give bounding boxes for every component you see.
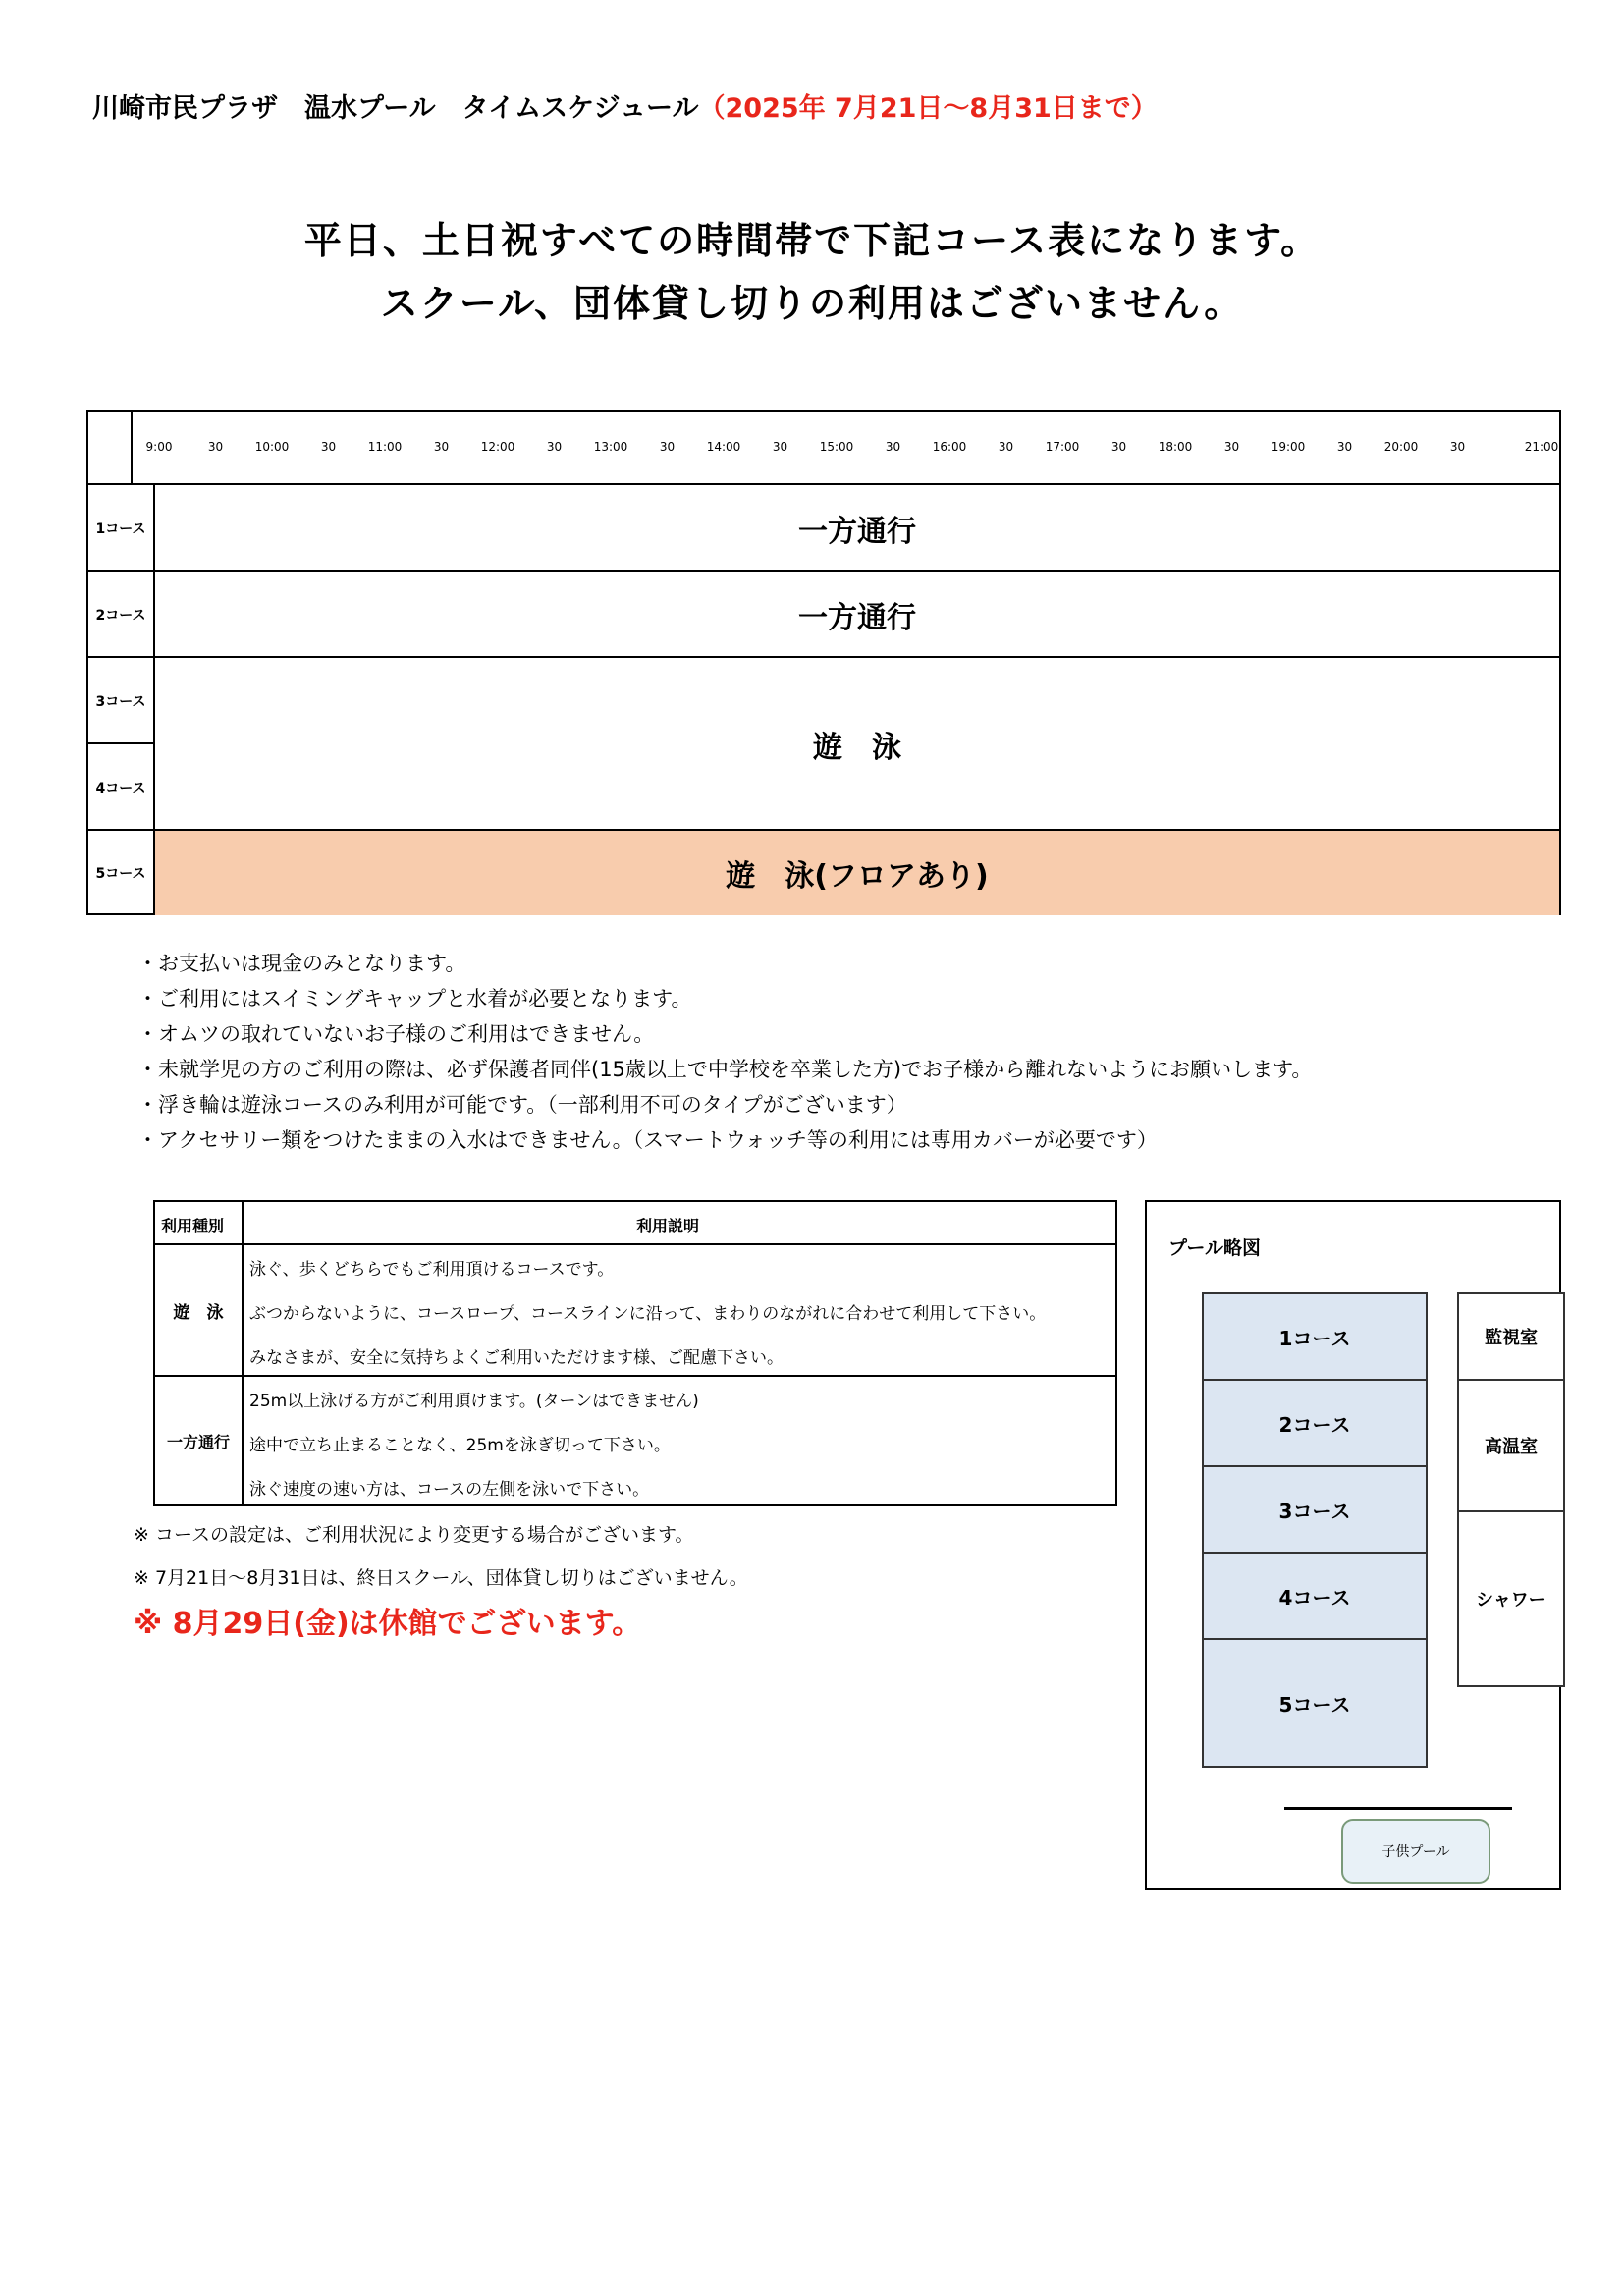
- time-tick: 20:00: [1383, 440, 1419, 454]
- time-tick: 30: [885, 440, 901, 454]
- map-lane-2: 2コース: [1202, 1379, 1428, 1467]
- usage-row-divider: [155, 1375, 1115, 1377]
- usage-column-divider: [242, 1202, 244, 1504]
- note-cap: ・ご利用にはスイミングキャップと水着が必要となります。: [137, 987, 692, 1011]
- lane5-mode: 遊 泳(フロアあり): [726, 859, 989, 894]
- usage-desc-line: 泳ぐ速度の速い方は、コースの左側を泳いで下さい。: [249, 1480, 650, 1500]
- lane2-mode: 一方通行: [798, 601, 916, 635]
- time-tick: 14:00: [706, 440, 741, 454]
- course-label-2: 2コース: [88, 572, 155, 658]
- time-tick: 30: [772, 440, 788, 454]
- time-tick: 30: [1223, 440, 1240, 454]
- usage-desc-line: 25m以上泳げる方がご利用頂けます。(ターンはできません): [249, 1392, 699, 1411]
- usage-desc-line: みなさまが、安全に気持ちよくご利用いただけます様、ご配慮下さい。: [249, 1348, 784, 1368]
- pool-map: [1145, 1200, 1561, 1890]
- time-tick: 13:00: [593, 440, 628, 454]
- footnote-course-change: ※ コースの設定は、ご利用状況により変更する場合がございます。: [134, 1524, 694, 1546]
- usage-header-row: [155, 1202, 1115, 1245]
- room-sauna: 高温室: [1457, 1379, 1565, 1512]
- time-tick: 11:00: [367, 440, 403, 454]
- time-tick: 30: [320, 440, 337, 454]
- usage-col-type: 利用種別: [161, 1217, 225, 1235]
- map-lane-4: 4コース: [1202, 1552, 1428, 1640]
- usage-type-free: 遊 泳: [173, 1303, 224, 1323]
- headline-2: スクール、団体貸し切りの利用はございません。: [380, 282, 1244, 325]
- time-tick: 30: [1449, 440, 1466, 454]
- course-label-4: 4コース: [88, 744, 155, 831]
- time-tick: 16:00: [932, 440, 967, 454]
- time-tick: 30: [546, 440, 563, 454]
- time-tick: 30: [998, 440, 1014, 454]
- map-lane-1: 1コース: [1202, 1292, 1428, 1381]
- time-header-corner: [88, 412, 133, 483]
- time-tick: 30: [659, 440, 676, 454]
- map-lane-5: 5コース: [1202, 1638, 1428, 1768]
- page-title: [92, 86, 1158, 125]
- time-tick: 21:00: [1524, 440, 1559, 454]
- closure-notice: ※ 8月29日(金)は休館でございます。: [134, 1607, 642, 1641]
- time-tick: 30: [433, 440, 450, 454]
- time-tick: 12:00: [480, 440, 515, 454]
- lane1-mode: 一方通行: [798, 515, 916, 549]
- time-tick: 15:00: [819, 440, 854, 454]
- time-header-row: [88, 412, 1559, 485]
- room-monitor: 監視室: [1457, 1292, 1565, 1381]
- room-shower: シャワー: [1457, 1510, 1565, 1687]
- kids-pool-divider: [1284, 1807, 1512, 1810]
- usage-col-desc: 利用説明: [636, 1217, 700, 1235]
- usage-type-oneway: 一方通行: [166, 1433, 230, 1451]
- headline-1: 平日、土日祝すべての時間帯で下記コース表になります。: [303, 219, 1321, 262]
- title-period: （2025年 7月21日～8月31日まで）: [698, 93, 1158, 124]
- note-payment: ・お支払いは現金のみとなります。: [137, 952, 466, 975]
- usage-desc-line: ぶつからないように、コースロープ、コースラインに沿って、まわりのながれに合わせて利用して下さい。: [249, 1304, 1047, 1324]
- note-float: ・浮き輪は遊泳コースのみ利用が可能です。（一部利用不可のタイプがございます）: [137, 1093, 907, 1117]
- pool-map-title: プール略図: [1168, 1237, 1262, 1259]
- time-tick: 30: [207, 440, 224, 454]
- time-tick: 10:00: [254, 440, 290, 454]
- time-tick: 30: [1336, 440, 1353, 454]
- map-lane-3: 3コース: [1202, 1465, 1428, 1554]
- usage-desc-line: 泳ぐ、歩くどちらでもご利用頂けるコースです。: [249, 1260, 615, 1280]
- row-divider: [88, 742, 155, 744]
- time-tick: 18:00: [1158, 440, 1193, 454]
- usage-table: [153, 1200, 1117, 1506]
- note-accessory: ・アクセサリー類をつけたままの入水はできません。（スマートウォッチ等の利用には専用カバーが必要です）: [137, 1128, 1158, 1152]
- lane34-mode: 遊 泳: [813, 731, 901, 765]
- time-tick: 30: [1110, 440, 1127, 454]
- kids-pool: 子供プール: [1341, 1819, 1490, 1884]
- schedule-table: [86, 410, 1561, 915]
- time-tick: 19:00: [1271, 440, 1306, 454]
- time-tick: 9:00: [145, 440, 173, 454]
- usage-desc-line: 途中で立ち止まることなく、25mを泳ぎ切って下さい。: [249, 1436, 671, 1455]
- course-label-3: 3コース: [88, 658, 155, 744]
- course-label-1: 1コース: [88, 485, 155, 572]
- course-label-5: 5コース: [88, 831, 155, 915]
- note-preschool: ・未就学児の方のご利用の際は、必ず保護者同伴(15歳以上で中学校を卒業した方)でお子様から離れないようにお願いします。: [137, 1058, 1313, 1081]
- footnote-no-school: ※ 7月21日～8月31日は、終日スクール、団体貸し切りはございません。: [134, 1567, 748, 1589]
- note-diaper: ・オムツの取れていないお子様のご利用はできません。: [137, 1022, 655, 1046]
- time-tick: 17:00: [1045, 440, 1080, 454]
- title-text: 川崎市民プラザ 温水プール タイムスケジュール: [92, 93, 699, 124]
